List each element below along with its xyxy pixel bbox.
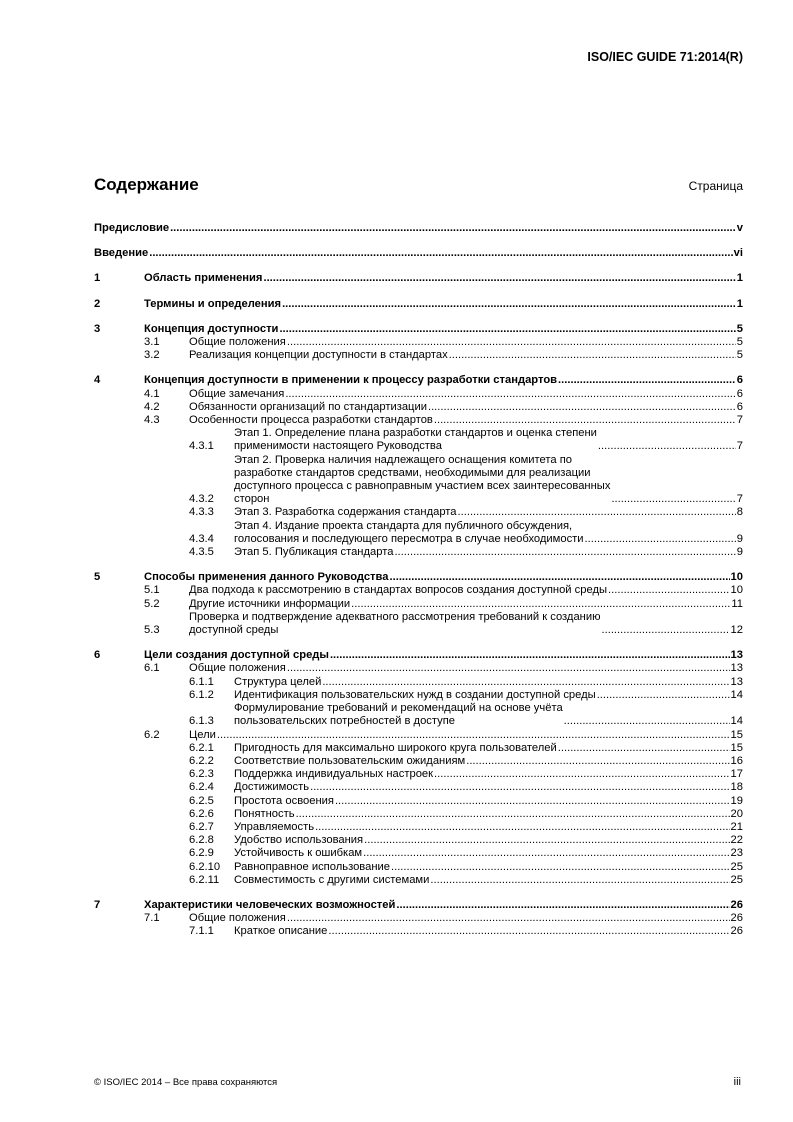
dot-leader [279, 323, 735, 336]
toc-entry-title: Цели [189, 728, 216, 741]
dot-leader [458, 506, 736, 519]
toc-entry-title: Введение [94, 247, 149, 260]
toc-entry-number: 6.2.9 [189, 847, 214, 860]
toc-entry[interactable] [94, 298, 743, 311]
dot-leader [296, 808, 730, 821]
dot-leader [558, 374, 736, 387]
toc-entry[interactable] [94, 388, 743, 401]
toc-entry-title: Реализация концепции доступности в стандартах [189, 349, 448, 362]
dot-leader [287, 912, 730, 925]
toc-entry-title: Удобство использования [234, 834, 364, 847]
toc-entry-page: 21 [730, 820, 743, 833]
toc-entry-page: 9 [736, 532, 743, 545]
toc-entry-title: Этап 1. Определение плана разработки стандартов и оценка степени применимости настоящего Руководства [234, 427, 597, 453]
toc-entry-page: 13 [730, 662, 743, 675]
toc-entry-title: Предисловие [94, 222, 170, 234]
toc-entry-title: Этап 4. Издание проекта стандарта для публичного обсуждения, голосования и последующего пересмотра в случае необходимости [234, 519, 584, 545]
toc-entry[interactable] [94, 374, 743, 387]
dot-leader [351, 598, 730, 611]
table-of-contents [94, 222, 743, 939]
toc-entry-title: Понятность [234, 807, 295, 820]
toc-entry-title: Устойчивость к ошибкам [234, 847, 363, 860]
toc-entry[interactable] [94, 336, 743, 349]
toc-entry-page: 14 [730, 715, 743, 728]
dot-leader [598, 440, 736, 453]
toc-entry-page: 5 [736, 322, 743, 335]
toc-entry-number: 6.2.4 [189, 781, 214, 794]
dot-leader [434, 768, 730, 781]
toc-entry-number: 3 [94, 322, 101, 335]
dot-leader [390, 571, 730, 584]
toc-entry-title: Общие положения [189, 662, 286, 675]
toc-entry-number: 4.3.1 [189, 440, 214, 453]
toc-entry-title: Этап 2. Проверка наличия надлежащего оснащения комитета по разработке стандартов средствами, необходимыми для реализации доступного процесса с равноправным участием всех заинтересованных сторон [234, 453, 611, 506]
toc-entry-page: 25 [730, 860, 743, 873]
toc-entry-page: 7 [736, 440, 743, 453]
toc-entry-number: 7.1 [144, 912, 160, 925]
toc-entry-page: 6 [736, 400, 743, 413]
toc-entry[interactable] [94, 861, 743, 874]
toc-entry[interactable] [94, 222, 743, 235]
toc-entry[interactable] [94, 899, 743, 912]
toc-entry-title: Равноправное использование [234, 860, 390, 873]
dot-leader [328, 925, 729, 938]
toc-entry-page: 26 [730, 898, 743, 911]
toc-entry[interactable] [94, 454, 743, 507]
toc-entry-page: 26 [730, 912, 743, 925]
dot-leader [310, 781, 729, 794]
toc-entry-page: 13 [730, 675, 743, 688]
toc-entry-page: 18 [730, 781, 743, 794]
toc-entry-title: Проверка и подтверждение адекватного рассмотрения требований к созданию доступной среды [189, 610, 601, 637]
toc-entry[interactable] [94, 401, 743, 414]
dot-leader [391, 861, 730, 874]
dot-leader [170, 222, 736, 235]
toc-entry-number: 6.2.10 [189, 860, 221, 873]
toc-entry-number: 4.3.4 [189, 532, 214, 545]
toc-entry-page: 9 [736, 546, 743, 559]
toc-entry[interactable] [94, 689, 743, 702]
toc-entry[interactable] [94, 272, 743, 285]
toc-entry-number: 6.2.3 [189, 768, 214, 781]
page-column-label: Страница [688, 179, 743, 193]
toc-entry-number: 6.2.5 [189, 794, 214, 807]
dot-leader [322, 676, 729, 689]
toc-entry-number: 4 [94, 374, 101, 387]
toc-entry[interactable] [94, 676, 743, 689]
toc-entry-number: 4.3.2 [189, 493, 214, 506]
toc-entry-title: Способы применения данного Руководства [144, 571, 389, 584]
dot-leader [287, 662, 730, 675]
toc-entry[interactable] [94, 584, 743, 597]
document-id: ISO/IEC GUIDE 71:2014(R) [587, 50, 743, 64]
toc-entry-title: Формулирование требований и рекомендаций на основе учёта пользовательских потребностей в доступе [234, 702, 563, 728]
toc-entry-number: 4.3 [144, 414, 160, 427]
toc-entry[interactable] [94, 768, 743, 781]
toc-entry-page: 25 [730, 873, 743, 886]
toc-entry-title: Управляемость [234, 820, 315, 833]
dot-leader [285, 388, 735, 401]
dot-leader [282, 298, 736, 311]
toc-entry-title: Два подхода к рассмотрению в стандартах вопросов создания доступной среды [189, 584, 608, 597]
toc-entry-title: Достижимость [234, 781, 310, 794]
dot-leader [608, 584, 730, 597]
dot-leader [330, 649, 730, 662]
toc-entry[interactable] [94, 834, 743, 847]
toc-entry[interactable] [94, 874, 743, 887]
toc-entry[interactable] [94, 755, 743, 768]
dot-leader [217, 729, 730, 742]
toc-entry-page: 6 [736, 374, 743, 387]
toc-entry-page: 23 [730, 847, 743, 860]
toc-entry-title: Другие источники информации [189, 597, 351, 610]
toc-entry-page: 6 [736, 387, 743, 400]
toc-entry-number: 5 [94, 571, 101, 584]
toc-entry-title: Простота освоения [234, 794, 334, 807]
toc-entry-title: Концепция доступности [144, 322, 279, 335]
toc-entry-title: Обязанности организаций по стандартизации [189, 400, 427, 413]
toc-entry[interactable] [94, 546, 743, 559]
toc-entry[interactable] [94, 795, 743, 808]
toc-entry[interactable] [94, 912, 743, 925]
toc-entry-page: 7 [736, 493, 743, 506]
toc-entry[interactable] [94, 781, 743, 794]
toc-entry[interactable] [94, 323, 743, 336]
toc-entry[interactable] [94, 598, 743, 611]
toc-entry[interactable] [94, 808, 743, 821]
toc-entry-number: 3.1 [144, 336, 160, 349]
toc-entry-title: Область применения [144, 272, 263, 285]
toc-entry-title: Этап 3. Разработка содержания стандарта [234, 506, 457, 519]
toc-entry[interactable] [94, 506, 743, 519]
toc-entry-title: Общие положения [189, 336, 286, 349]
toc-entry-number: 5.1 [144, 584, 160, 597]
toc-entry-title: Концепция доступности в применении к процессу разработки стандартов [144, 374, 558, 387]
toc-entry-title: Этап 5. Публикация стандарта [234, 546, 394, 559]
toc-entry-title: Особенности процесса разработки стандартов [189, 414, 433, 427]
toc-entry[interactable] [94, 729, 743, 742]
toc-entry-number: 6.1.3 [189, 715, 214, 728]
toc-entry-number: 6.2.2 [189, 754, 214, 767]
toc-entry-page: 10 [730, 584, 743, 597]
toc-entry-title: Цели создания доступной среды [144, 649, 329, 662]
toc-entry-title: Характеристики человеческих возможностей [144, 898, 396, 911]
dot-leader [558, 742, 730, 755]
dot-leader [428, 401, 736, 414]
toc-entry-page: 7 [736, 414, 743, 427]
toc-entry[interactable] [94, 427, 743, 453]
page-number: iii [733, 1076, 741, 1088]
toc-entry-title: Соответствие пользовательским ожиданиям [234, 754, 466, 767]
dot-leader [396, 899, 729, 912]
toc-entry-title: Термины и определения [144, 297, 282, 310]
toc-entry[interactable] [94, 414, 743, 427]
toc-entry-page: 13 [730, 649, 743, 662]
toc-entry-number: 5.3 [144, 624, 160, 637]
toc-entry-page: 15 [730, 741, 743, 754]
toc-entry-page: 15 [730, 728, 743, 741]
toc-entry-number: 4.3.5 [189, 546, 214, 559]
dot-leader [287, 336, 736, 349]
toc-entry[interactable] [94, 821, 743, 834]
dot-leader [611, 493, 735, 506]
toc-entry-number: 6 [94, 649, 101, 662]
toc-entry-number: 7.1.1 [189, 925, 214, 938]
toc-entry[interactable] [94, 247, 743, 260]
toc-entry-page: 17 [730, 768, 743, 781]
toc-entry-number: 6.2.1 [189, 741, 214, 754]
dot-leader [602, 624, 730, 637]
dot-leader [363, 847, 729, 860]
toc-entry-page: 12 [730, 624, 743, 637]
toc-entry-page: 20 [730, 807, 743, 820]
toc-entry[interactable] [94, 349, 743, 362]
toc-entry-page: 19 [730, 794, 743, 807]
dot-leader [335, 795, 730, 808]
toc-entry-number: 6.2.7 [189, 820, 214, 833]
toc-entry[interactable] [94, 571, 743, 584]
dot-leader [149, 247, 732, 260]
toc-entry-number: 5.2 [144, 597, 160, 610]
toc-entry[interactable] [94, 925, 743, 938]
toc-entry-number: 6.2 [144, 728, 160, 741]
dot-leader [315, 821, 729, 834]
dot-leader [597, 689, 730, 702]
toc-entry-title: Структура целей [234, 675, 322, 688]
toc-entry-number: 1 [94, 272, 101, 285]
toc-entry-page: vi [733, 247, 743, 260]
dot-leader [449, 349, 736, 362]
dot-leader [466, 755, 729, 768]
toc-entry-title: Краткое описание [234, 925, 328, 938]
dot-leader [585, 533, 736, 546]
dot-leader [394, 546, 735, 559]
toc-entry-title: Поддержка индивидуальных настроек [234, 768, 434, 781]
toc-entry-title: Совместимость с другими системами [234, 873, 430, 886]
toc-entry[interactable] [94, 611, 743, 637]
dot-leader [263, 272, 735, 285]
toc-entry-number: 6.2.8 [189, 834, 214, 847]
toc-entry-page: 8 [736, 506, 743, 519]
toc-entry-number: 7 [94, 898, 101, 911]
toc-entry[interactable] [94, 742, 743, 755]
toc-title: Содержание [94, 175, 199, 194]
dot-leader [364, 834, 729, 847]
toc-entry-page: 1 [736, 297, 743, 310]
dot-leader [564, 715, 730, 728]
toc-entry-page: 14 [730, 688, 743, 701]
toc-entry-page: 26 [730, 925, 743, 938]
dot-leader [430, 874, 729, 887]
toc-entry[interactable] [94, 702, 743, 728]
toc-entry-page: 11 [731, 597, 743, 610]
toc-entry[interactable] [94, 649, 743, 662]
dot-leader [434, 414, 736, 427]
toc-entry-title: Общие замечания [189, 387, 285, 400]
copyright-footer: © ISO/IEC 2014 – Все права сохраняются [94, 1077, 278, 1088]
toc-entry-number: 4.3.3 [189, 506, 214, 519]
toc-entry-number: 6.1.2 [189, 688, 214, 701]
toc-entry-number: 3.2 [144, 349, 160, 362]
toc-entry-page: 10 [730, 571, 743, 584]
toc-entry-number: 2 [94, 297, 101, 310]
toc-entry-number: 6.1 [144, 662, 160, 675]
toc-entry-page: 5 [736, 349, 743, 362]
toc-entry-number: 6.2.11 [189, 873, 220, 886]
toc-entry-number: 6.1.1 [189, 675, 214, 688]
toc-entry-title: Пригодность для максимально широкого круга пользователей [234, 741, 557, 754]
toc-entry-page: 5 [736, 336, 743, 349]
toc-entry-page: 1 [736, 272, 743, 285]
toc-entry-number: 4.1 [144, 387, 160, 400]
toc-entry-page: 22 [730, 834, 743, 847]
toc-entry[interactable] [94, 847, 743, 860]
toc-entry-number: 6.2.6 [189, 807, 214, 820]
toc-entry-title: Идентификация пользовательских нужд в создании доступной среды [234, 688, 596, 701]
toc-entry[interactable] [94, 662, 743, 675]
toc-entry-page: 16 [730, 754, 743, 767]
toc-entry-number: 4.2 [144, 400, 160, 413]
toc-entry-title: Общие положения [189, 912, 286, 925]
toc-entry-page: v [736, 222, 743, 234]
toc-entry[interactable] [94, 520, 743, 546]
